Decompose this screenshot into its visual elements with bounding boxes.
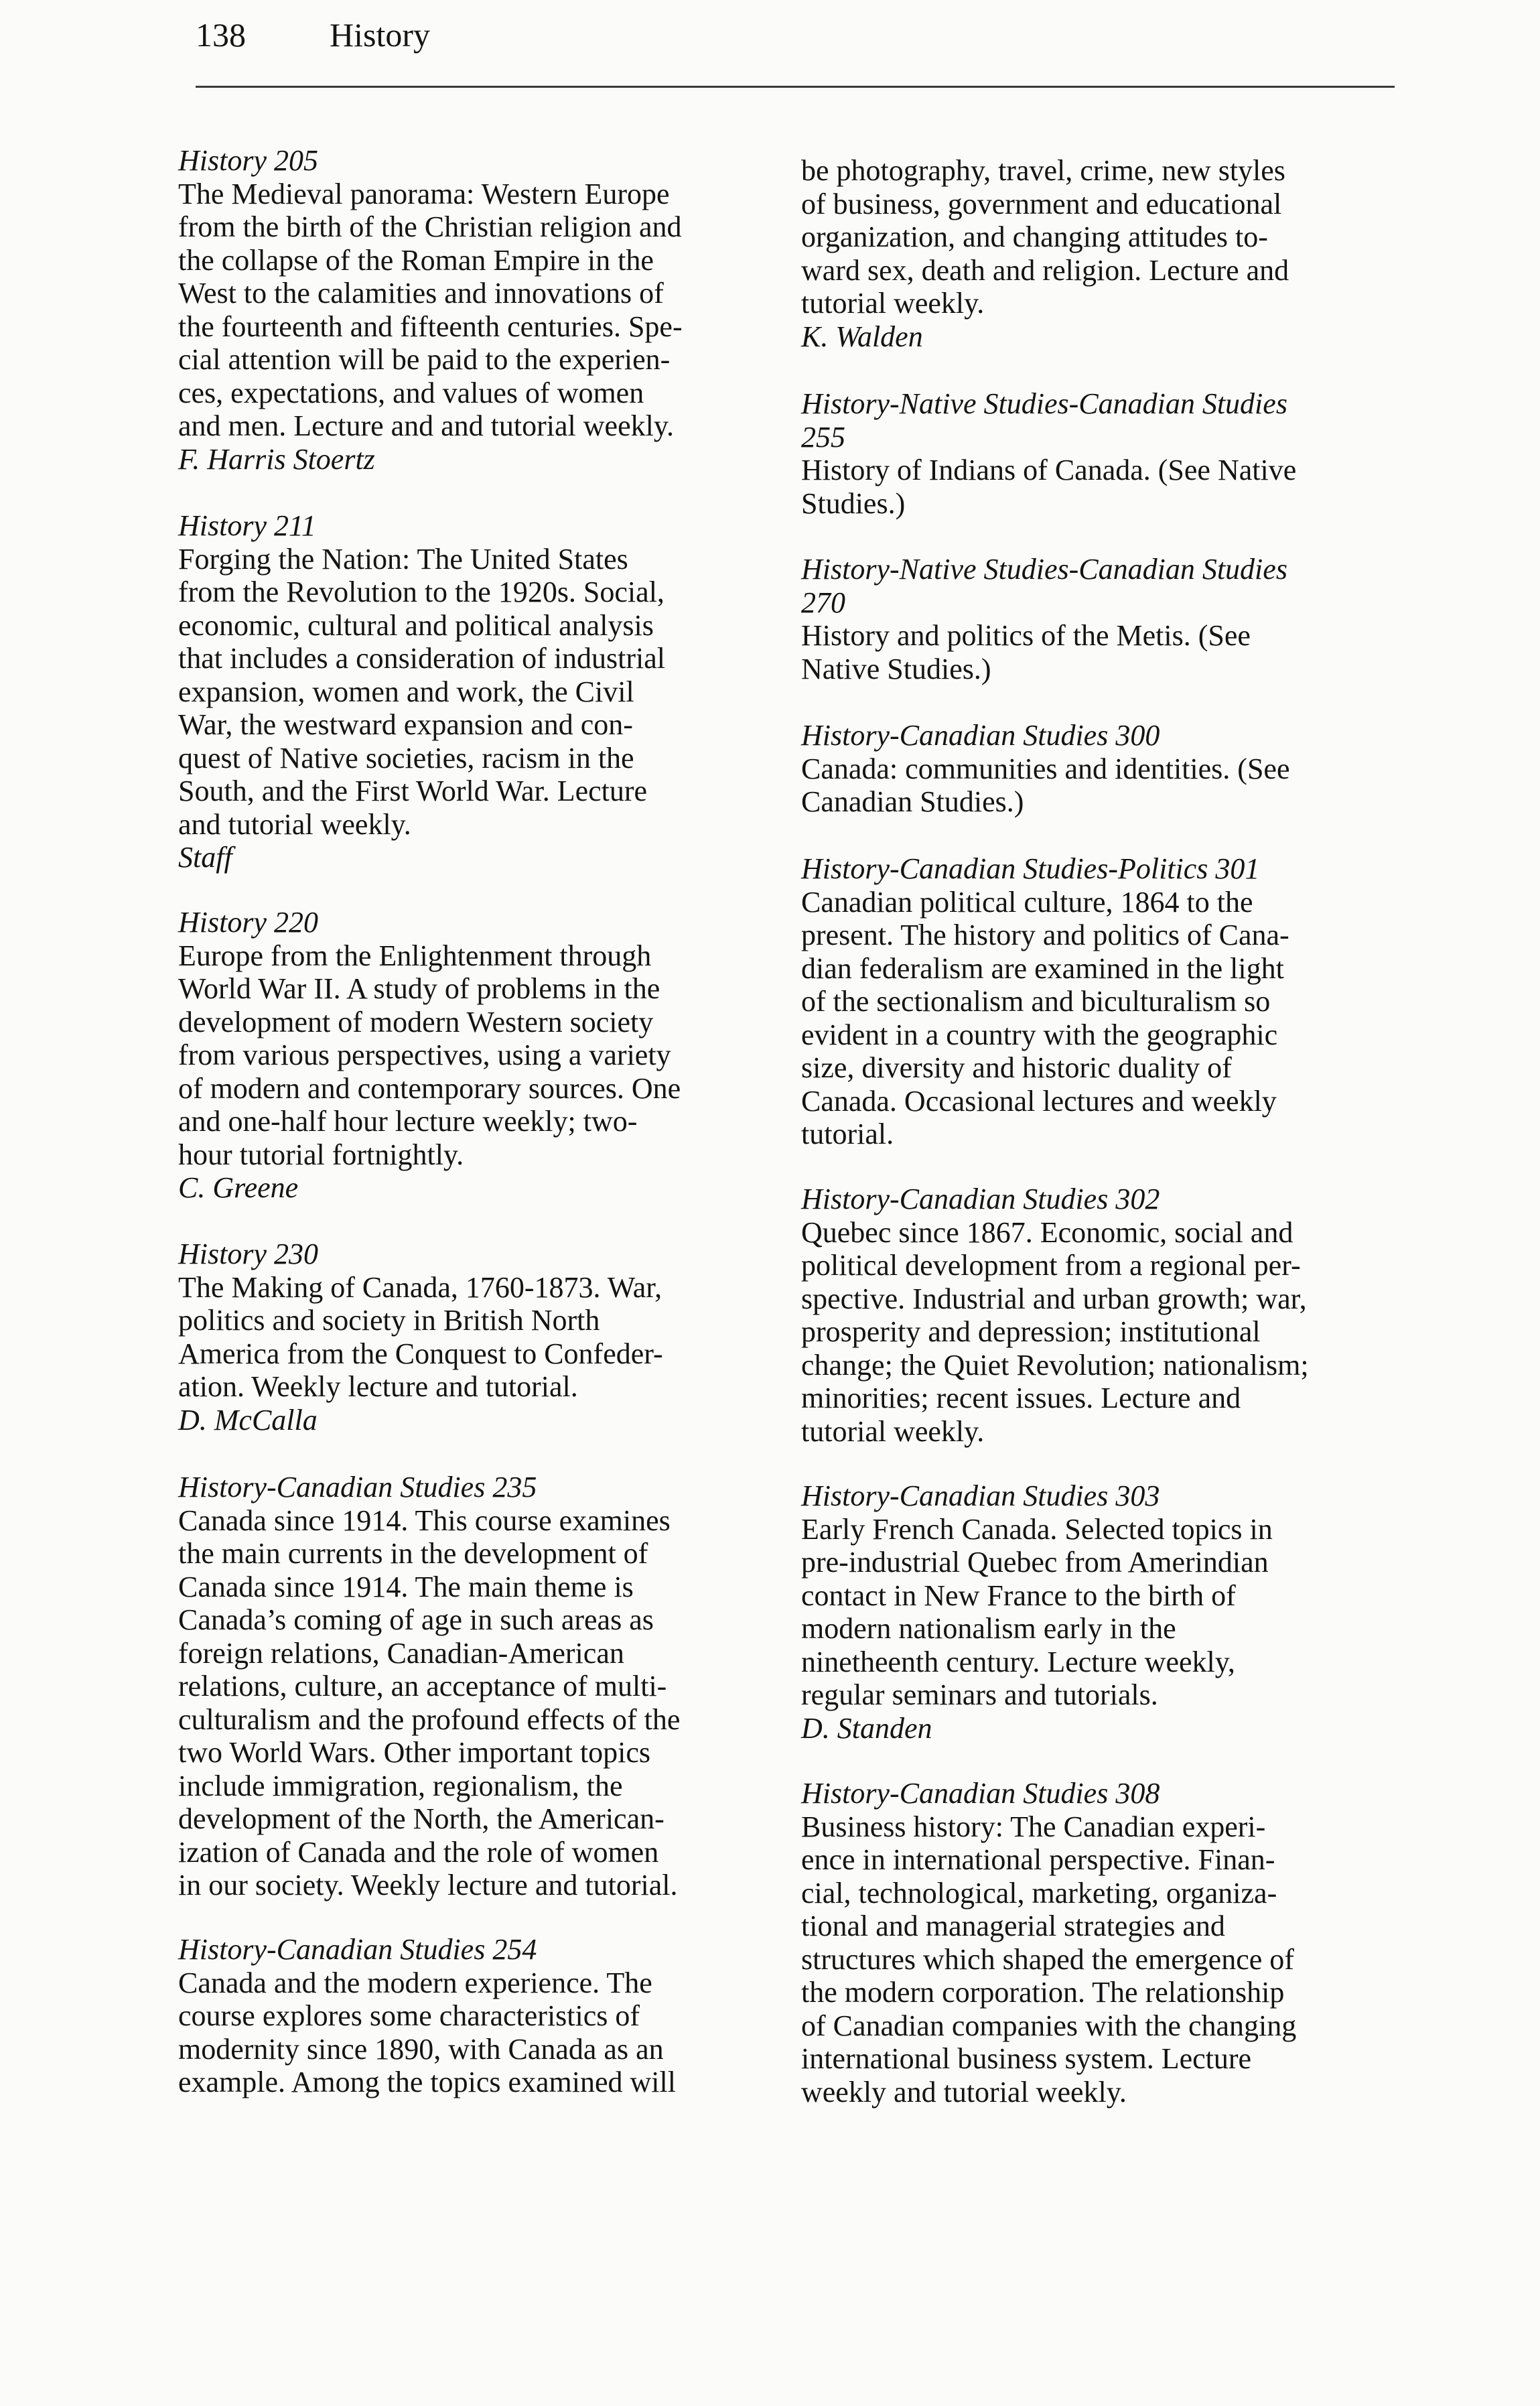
course-title: History 211 (178, 509, 316, 542)
header-rule (196, 86, 1395, 88)
course-entry (801, 387, 1404, 520)
course-entry (178, 906, 781, 1205)
course-description: The Making of Canada, 1760-1873. War, politics and society in British North America from the Conquest to Confeder- ation. Weekly lecture and tutorial. (178, 1270, 663, 1403)
course-title: History-Native Studies-Canadian Studies 270 (801, 553, 1287, 619)
course-entry (178, 1471, 781, 1902)
course-description: Canada since 1914. This course examines the main currents in the development of Canada since 1914. The main theme is Canada’s coming of age in such areas as foreign relations, Canadian-American relations, culture, an acceptance of multi- culturalism and the profound effects of the two World Wars. Other important topics include immigration, regionalism, the development of the North, the American- ization of Canada and the role of women in our society. Weekly lecture and tutorial. (178, 1503, 681, 1901)
course-description: Canada and the modern experience. The course explores some characteristics of modernity since 1890, with Canada as an example. Among the topics examined will (178, 1966, 676, 2098)
course-description: Quebec since 1867. Economic, social and political development from a regional per- spective. Industrial and urban growth; war, prosperity and depression; institutional change; the Quiet Revolution; nationalism; minorities; recent issues. Lecture and tutorial weekly. (801, 1215, 1309, 1448)
course-entry (801, 1183, 1404, 1448)
course-instructor: D. Standen (801, 1711, 932, 1745)
course-instructor: C. Greene (178, 1171, 299, 1204)
course-description: Europe from the Enlightenment through World War II. A study of problems in the development of modern Western society from various perspectives, using a variety of modern and contemporary sources. One and one-half hour lecture weekly; two- hour tutorial fortnightly. (178, 939, 681, 1171)
course-instructor: Staff (178, 841, 232, 874)
page-number: 138 (196, 16, 246, 54)
course-description: Canadian political culture, 1864 to the present. The history and politics of Cana- dian federalism are examined in the light of the sectionalism and biculturalism so evident in a country with the geographic size, diversity and historic duality of Canada. Occasional lectures and weekly tutorial. (801, 885, 1289, 1150)
course-description: Canada: communities and identities. (See Canadian Studies.) (801, 752, 1290, 818)
course-entry (801, 553, 1404, 685)
page-header (196, 8, 430, 62)
course-title: History-Canadian Studies 300 (801, 719, 1160, 752)
course-description: be photography, travel, crime, new styles of business, government and educational organization, and changing attitudes to- ward sex, death and religion. Lecture and tutorial weekly. (801, 154, 1289, 320)
course-entry (801, 1479, 1404, 1745)
course-title: History-Canadian Studies 303 (801, 1479, 1160, 1512)
course-entry (801, 852, 1404, 1151)
course-title: History 205 (178, 144, 318, 177)
course-entry (178, 144, 781, 476)
course-description: Early French Canada. Selected topics in pre-industrial Quebec from Amerindian contact in New France to the birth of modern nationalism early in the ninetheenth century. Lecture weekly, regular seminars and tutorials. (801, 1512, 1273, 1711)
course-description: History and politics of the Metis. (See Native Studies.) (801, 619, 1251, 685)
course-title: History-Canadian Studies 308 (801, 1777, 1160, 1810)
course-description: Forging the Nation: The United States from the Revolution to the 1920s. Social, economic, cultural and political analysis that includes a consideration of industrial expansion, women and work, the Civil War, the westward expansion and con- quest of Native societies, racism in the South, and the First World War. Lecture and tutorial weekly. (178, 542, 666, 841)
section-title: History (330, 16, 430, 54)
course-description: The Medieval panorama: Western Europe from the birth of the Christian religion and the collapse of the Roman Empire in the West to the calamities and innovations of the fourteenth and fifteenth centuries. Spe- cial attention will be paid to the experien- ces, expectations, and values of women and men. Lecture and and tutorial weekly. (178, 177, 683, 442)
course-instructor: D. McCalla (178, 1403, 318, 1436)
course-entry (178, 1238, 781, 1436)
course-title: History-Native Studies-Canadian Studies 255 (801, 387, 1287, 454)
course-entry (801, 154, 1404, 353)
course-title: History-Canadian Studies 302 (801, 1183, 1160, 1215)
course-title: History 230 (178, 1238, 318, 1270)
course-entry (178, 509, 781, 874)
course-instructor: K. Walden (801, 320, 923, 353)
course-entry (801, 1777, 1404, 2109)
course-description: History of Indians of Canada. (See Native Studies.) (801, 454, 1297, 520)
course-title: History-Canadian Studies 235 (178, 1471, 537, 1503)
course-title: History 220 (178, 906, 318, 939)
course-title: History-Canadian Studies 254 (178, 1933, 537, 1966)
course-instructor: F. Harris Stoertz (178, 442, 375, 476)
course-entry (178, 1933, 781, 2099)
course-description: Business history: The Canadian experi- ence in international perspective. Finan- cial, technological, marketing, organiza- tional and managerial strategies and structures which shaped the emergence of the modern corporation. The relationship of Canadian companies with the changing international business system. Lecture weekly and tutorial weekly. (801, 1810, 1297, 2109)
course-title: History-Canadian Studies-Politics 301 (801, 852, 1260, 885)
course-entry (801, 719, 1404, 819)
